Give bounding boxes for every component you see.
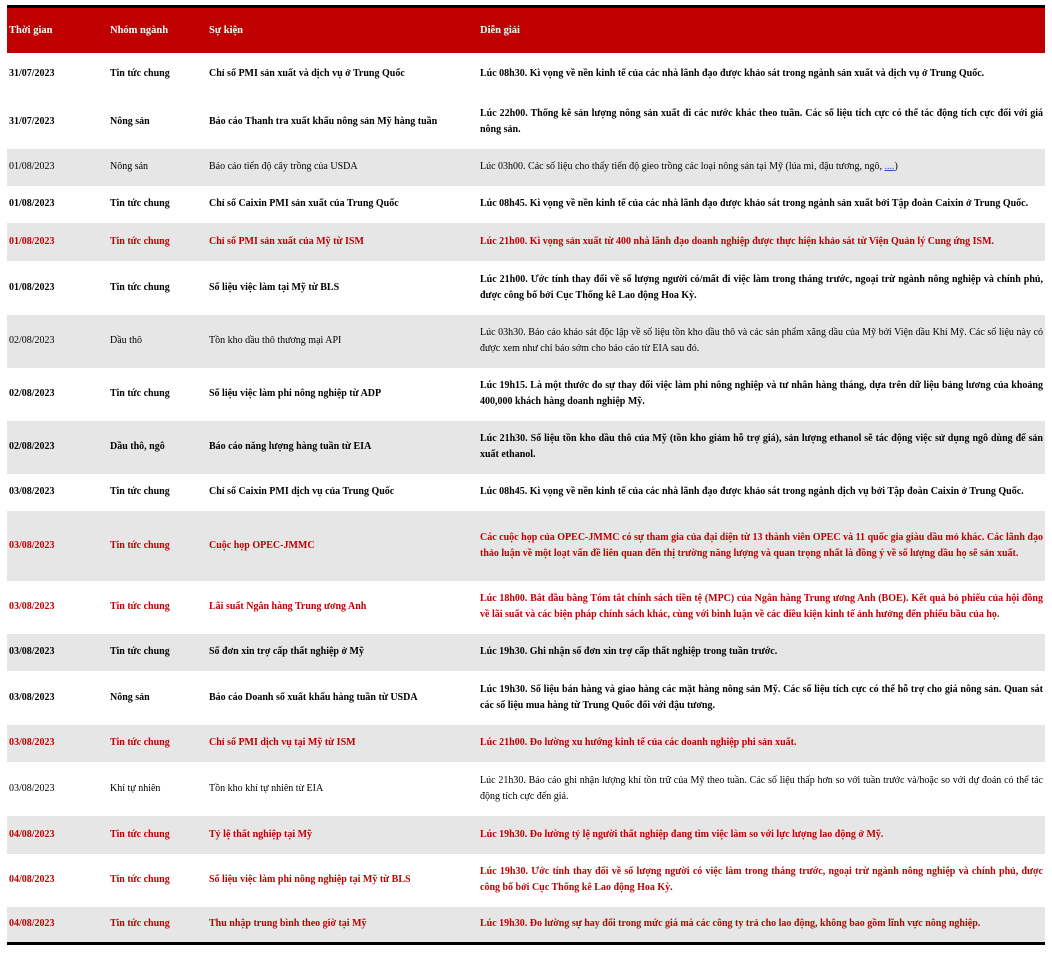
cell-sector: Tin tức chung <box>110 486 170 497</box>
cell-description <box>478 854 1045 907</box>
description-text: Lúc 21h00. Đo lường xu hướng kinh tế của các doanh nghiệp phi sản xuất. <box>480 737 797 748</box>
cell-event: Chỉ số PMI dịch vụ tại Mỹ từ ISM <box>209 737 356 748</box>
header-sector: Nhóm ngành <box>108 7 207 53</box>
economic-calendar-table <box>7 5 1045 945</box>
cell-time: 03/08/2023 <box>9 691 55 703</box>
cell-time: 03/08/2023 <box>9 601 55 612</box>
cell-sector: Khí tự nhiên <box>110 782 161 794</box>
description-text: Lúc 22h00. Thống kê sản lượng nông sản xuất đi các nước khác theo tuần. Các số liệu tích cực có thể tác động tích cực đối với giá nông sản. <box>480 107 1043 135</box>
cell-sector: Tin tức chung <box>110 646 170 657</box>
header-event: Sự kiện <box>207 7 478 53</box>
cell-sector: Tin tức chung <box>110 874 170 885</box>
description-tail: ) <box>894 161 898 172</box>
cell-time: 04/08/2023 <box>9 874 55 885</box>
description-text: Lúc 19h30. Ghi nhận số đơn xin trợ cấp thất nghiệp trong tuần trước. <box>480 646 778 657</box>
cell-time: 02/08/2023 <box>9 441 55 452</box>
header-description: Diễn giải <box>478 7 1045 53</box>
cell-description <box>478 511 1045 581</box>
cell-sector: Tin tức chung <box>110 828 170 840</box>
cell-sector: Tin tức chung <box>110 737 170 748</box>
table-body <box>7 53 1045 944</box>
cell-event: Cuộc họp OPEC-JMMC <box>209 539 315 551</box>
cell-description <box>478 261 1045 315</box>
cell-sector: Dầu thô <box>110 335 142 346</box>
cell-description <box>478 671 1045 725</box>
table-row <box>7 725 1045 762</box>
table-row <box>7 854 1045 907</box>
table-row <box>7 816 1045 854</box>
cell-description <box>478 762 1045 816</box>
cell-event: Số đơn xin trợ cấp thất nghiệp ở Mỹ <box>209 646 364 657</box>
table-row <box>7 261 1045 315</box>
cell-description <box>478 816 1045 854</box>
cell-time: 02/08/2023 <box>9 335 55 346</box>
table-header-row <box>7 7 1045 53</box>
cell-description <box>478 725 1045 762</box>
cell-sector: Tin tức chung <box>110 601 170 612</box>
cell-description <box>478 474 1045 511</box>
cell-event: Chỉ số PMI sản xuất và dịch vụ ở Trung Quốc <box>209 67 405 79</box>
cell-sector: Tin tức chung <box>110 388 170 399</box>
cell-time: 03/08/2023 <box>9 486 55 497</box>
cell-event: Số liệu việc làm tại Mỹ từ BLS <box>209 281 340 293</box>
description-text: Lúc 21h00. Kì vọng sản xuất từ 400 nhà lãnh đạo doanh nghiệp được thực hiện khảo sát từ Viện Quản lý Cung ứng ISM. <box>480 235 995 247</box>
cell-description <box>478 315 1045 368</box>
cell-event: Chỉ số PMI sản xuất của Mỹ từ ISM <box>209 235 364 247</box>
cell-sector: Tin tức chung <box>110 198 170 209</box>
cell-time: 31/07/2023 <box>9 115 55 127</box>
cell-description <box>478 581 1045 634</box>
description-text: Lúc 21h30. Báo cáo ghi nhận lượng khí tồn trữ của Mỹ theo tuần. Các số liệu thấp hơn so với tuần trước và/hoặc so với dự đoán có thể tác động tích cực đến giá. <box>480 774 1043 802</box>
cell-event: Báo cáo năng lượng hàng tuần từ EIA <box>209 441 372 452</box>
description-text: Các cuộc họp của OPEC-JMMC có sự tham gia của đại diện từ 13 thành viên OPEC và 11 quốc gia giàu dầu mỏ khác. Các lãnh đạo thảo luận về một loạt vấn đề liên quan đến thị trường năng lượng và quan trọng nhất là đồng ý về số lượng dầu họ sẽ sản xuất. <box>480 531 1043 559</box>
description-text: Lúc 08h45. Kì vọng về nền kinh tế của các nhà lãnh đạo được khảo sát trong ngành sản xuất bởi Tập đoàn Caixin ở Trung Quốc. <box>480 198 1029 209</box>
cell-sector: Tin tức chung <box>108 907 207 944</box>
table-row <box>7 421 1045 474</box>
description-text: Lúc 21h00. Ước tính thay đổi về số lượng người có/mất đi việc làm trong tháng trước, ngoại trừ ngành nông nghiệp và chính phủ, được công bố bởi Cục Thống kê Lao động Hoa Kỳ. <box>480 273 1043 301</box>
cell-description <box>478 95 1045 149</box>
cell-event: Báo cáo Thanh tra xuất khẩu nông sản Mỹ hàng tuần <box>209 115 438 127</box>
table-row <box>7 315 1045 368</box>
cell-sector: Tin tức chung <box>110 281 170 293</box>
cell-time: 03/08/2023 <box>9 782 55 794</box>
cell-event: Chỉ số Caixin PMI sản xuất của Trung Quốc <box>209 198 399 209</box>
table-row <box>7 368 1045 421</box>
cell-sector: Nông sản <box>110 691 150 703</box>
description-text: Lúc 19h30. Đo lường sự hay đổi trong mức giá mà các công ty trả cho lao động, không bao gồm lĩnh vực nông nghiệp. <box>480 918 981 930</box>
cell-time: 01/08/2023 <box>9 235 55 247</box>
cell-description <box>478 149 1045 186</box>
cell-description <box>478 186 1045 223</box>
cell-event: Lãi suất Ngân hàng Trung ương Anh <box>209 601 367 612</box>
cell-event: Báo cáo Doanh số xuất khẩu hàng tuần từ USDA <box>209 691 418 703</box>
description-text: Lúc 19h15. Là một thước đo sự thay đổi việc làm phi nông nghiệp và tư nhân hàng tháng, dựa trên dữ liệu bảng lương của khoảng 400,000 khách hàng doanh nghiệp Mỹ. <box>480 380 1043 407</box>
header-time: Thời gian <box>7 7 108 53</box>
table-row <box>7 186 1045 223</box>
description-text: Lúc 19h30. Đo lường tỷ lệ người thất nghiệp đang tìm việc làm so với lực lượng lao động ở Mỹ. <box>480 828 884 840</box>
cell-time: 31/07/2023 <box>9 67 55 79</box>
cell-time: 03/08/2023 <box>9 539 55 551</box>
table-row <box>7 149 1045 186</box>
cell-description <box>478 53 1045 95</box>
cell-time: 02/08/2023 <box>9 388 55 399</box>
more-link[interactable]: .... <box>884 161 895 172</box>
cell-sector: Nông sản <box>110 115 150 127</box>
cell-event: Thu nhập trung bình theo giờ tại Mỹ <box>207 907 478 944</box>
cell-sector: Tin tức chung <box>110 67 170 79</box>
table-row <box>7 474 1045 511</box>
cell-time: 01/08/2023 <box>9 161 55 172</box>
cell-sector: Tin tức chung <box>110 235 170 247</box>
cell-time: 01/08/2023 <box>9 281 55 293</box>
cell-event: Chỉ số Caixin PMI dịch vụ của Trung Quốc <box>209 486 395 497</box>
cell-event: Tỷ lệ thất nghiệp tại Mỹ <box>209 828 313 840</box>
table-row <box>7 95 1045 149</box>
description-text: Lúc 03h30. Báo cáo khảo sát độc lập về số liệu tồn kho dầu thô và các sản phẩm xăng dầu của Mỹ bởi Viện dầu Khí Mỹ. Các số liệu này có được xem như chỉ báo sớm cho báo cáo từ EIA sau đó. <box>480 327 1043 354</box>
cell-sector: Nông sản <box>110 161 149 172</box>
table-row <box>7 907 1045 944</box>
cell-time: 03/08/2023 <box>9 646 55 657</box>
cell-description <box>478 368 1045 421</box>
cell-time: 03/08/2023 <box>9 737 55 748</box>
cell-time: 04/08/2023 <box>9 828 55 840</box>
description-text: Lúc 21h30. Số liệu tồn kho dầu thô của Mỹ (tồn kho giảm hỗ trợ giá), sản lượng ethanol sẽ tác động việc sử dụng ngô dùng để sản xuất ethanol. <box>480 433 1043 460</box>
cell-description <box>478 907 1045 944</box>
table-row <box>7 634 1045 671</box>
description-text: Lúc 08h45. Kì vọng về nền kinh tế của các nhà lãnh đạo được khảo sát trong ngành dịch vụ bởi Tập đoàn Caixin ở Trung Quốc. <box>480 486 1024 497</box>
table-row <box>7 671 1045 725</box>
table-row <box>7 581 1045 634</box>
table-row <box>7 762 1045 816</box>
calendar-table-container <box>7 5 1045 945</box>
table-row <box>7 53 1045 95</box>
description-text: Lúc 03h00. Các số liệu cho thấy tiến độ gieo trồng các loại nông sản tại Mỹ (lúa mì, đậu tương, ngô, <box>480 161 885 172</box>
cell-time: 01/08/2023 <box>9 198 55 209</box>
cell-description <box>478 634 1045 671</box>
table-row <box>7 223 1045 261</box>
cell-event: Số liệu việc làm phi nông nghiệp tại Mỹ từ BLS <box>209 874 411 885</box>
description-text: Lúc 18h00. Bắt đầu bằng Tóm tắt chính sách tiền tệ (MPC) của Ngân hàng Trung ương Anh (BOE). Kết quả bỏ phiếu của hội đồng về lãi suất và các biện pháp chính sách khác, cùng với bình luận về các điều kiện kinh tế ảnh hưởng đến phiếu bầu của họ. <box>480 593 1043 620</box>
description-text: Lúc 19h30. Ước tính thay đổi về số lượng người có việc làm trong tháng trước, ngoại trừ ngành nông nghiệp và chính phủ, được công bố bởi Cục Thống kê Lao động Hoa Kỳ. <box>480 866 1043 893</box>
cell-description <box>478 223 1045 261</box>
cell-description <box>478 421 1045 474</box>
cell-event: Tồn kho dầu thô thương mại API <box>209 335 342 346</box>
table-row <box>7 511 1045 581</box>
description-text: Lúc 08h30. Kì vọng về nền kinh tế của các nhà lãnh đạo được khảo sát trong ngành sản xuất và dịch vụ ở Trung Quốc. <box>480 67 985 79</box>
cell-event: Số liệu việc làm phi nông nghiệp từ ADP <box>209 388 382 399</box>
cell-sector: Dầu thô, ngô <box>110 441 165 452</box>
cell-time: 04/08/2023 <box>7 907 108 944</box>
cell-event: Tồn kho khí tự nhiên từ EIA <box>209 782 324 794</box>
description-text: Lúc 19h30. Số liệu bán hàng và giao hàng các mặt hàng nông sản Mỹ. Các số liệu tích cực có thể hỗ trợ cho giá nông sản. Quan sát các số liệu mua hàng từ Trung Quốc đối với đậu tương. <box>480 683 1043 711</box>
cell-event: Báo cáo tiến độ cây trồng của USDA <box>209 161 358 172</box>
cell-sector: Tin tức chung <box>110 539 170 551</box>
